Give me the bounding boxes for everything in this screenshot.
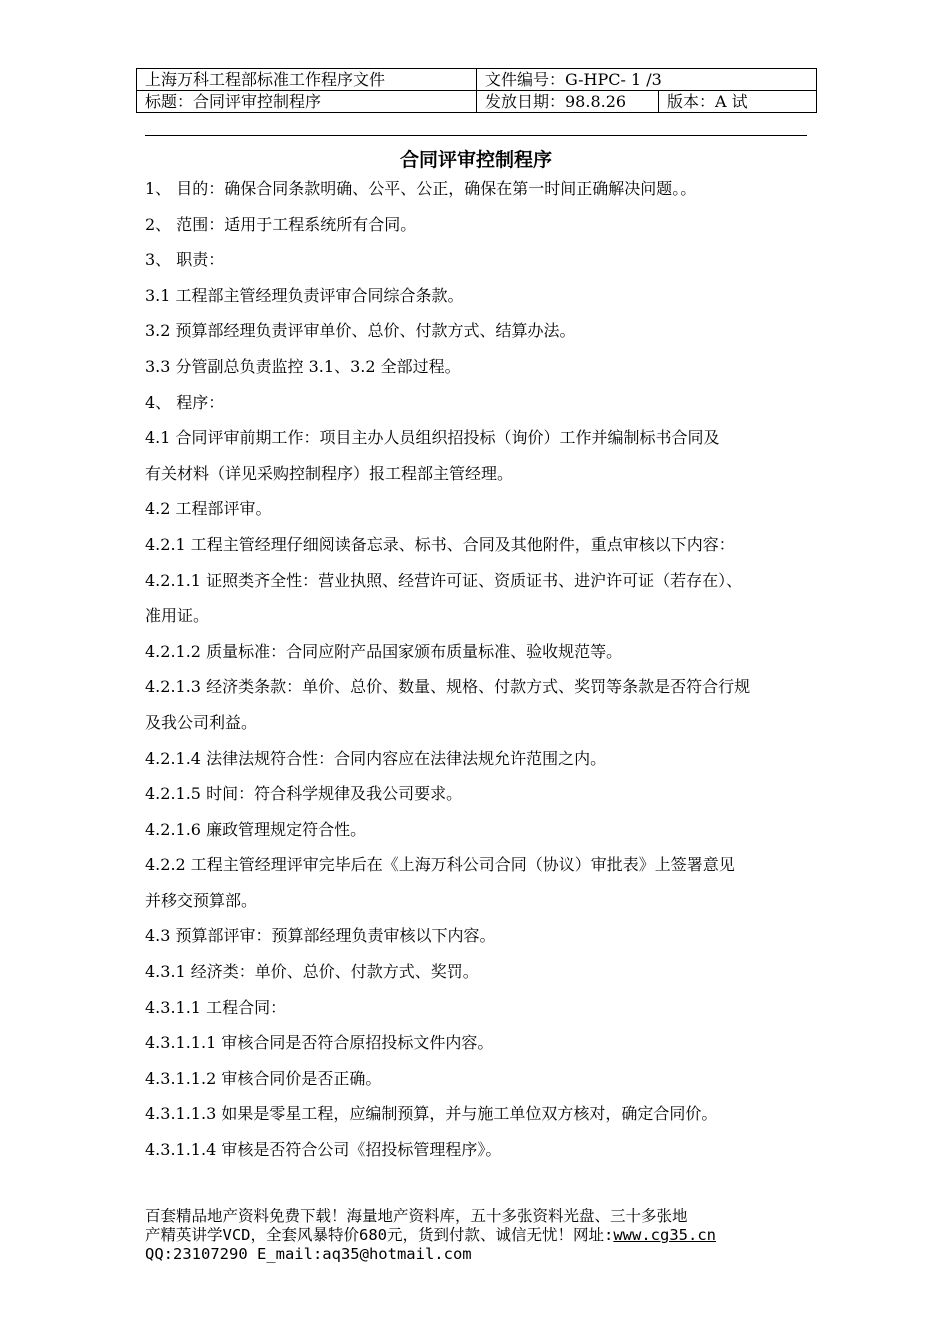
body-line: 4.2.1.6 廉政管理规定符合性。 (145, 819, 367, 839)
body-line: 4.2.1.3 经济类条款：单价、总价、数量、规格、付款方式、奖罚等条款是否符合行规 (145, 677, 751, 697)
body-line: 及我公司利益。 (145, 712, 258, 732)
body-line: 4.2.1.2 质量标准：合同应附产品国家颁布质量标准、验收规范等。 (145, 641, 623, 661)
body-line: 4.2.1.5 时间：符合科学规律及我公司要求。 (145, 784, 463, 804)
header-divider (145, 135, 807, 136)
footer-line-2-text: 产精英讲学VCD，全套风暴特价680元，货到付款、诚信无忧！网址: (145, 1226, 614, 1244)
body-line: 4.1 合同评审前期工作：项目主办人员组织招投标（询价）工作并编制标书合同及 (145, 428, 720, 448)
body-line: 2、 范围：适用于工程系统所有合同。 (145, 214, 417, 234)
body-line: 1、 目的：确保合同条款明确、公平、公正，确保在第一时间正确解决问题。。 (145, 179, 697, 198)
document-title: 合同评审控制程序 (399, 149, 552, 171)
body-line: 4.3 预算部评审：预算部经理负责审核以下内容。 (145, 926, 496, 946)
footer-advert (145, 1207, 810, 1264)
header-row-2 (137, 91, 817, 113)
header-row-1 (137, 69, 817, 91)
body-line: 并移交预算部。 (145, 890, 258, 910)
issue-date: 发放日期：98.8.26 (477, 91, 659, 113)
body-line: 4.3.1.1 工程合同： (145, 997, 287, 1017)
body-line: 4、 程序： (145, 392, 225, 412)
version: 版本：A 试 (659, 91, 817, 113)
body-line: 3.1 工程部主管经理负责评审合同综合条款。 (145, 285, 464, 305)
body-line: 4.2.1 工程主管经理仔细阅读备忘录、标书、合同及其他附件，重点审核以下内容： (145, 534, 735, 554)
body-line: 4.3.1.1.1 审核合同是否符合原招投标文件内容。 (145, 1033, 494, 1053)
body-line: 3.3 分管副总负责监控 3.1、3.2 全部过程。 (145, 356, 461, 376)
footer-contact: QQ:23107290 E_mail:aq35@hotmail.com (145, 1245, 472, 1263)
website-link[interactable]: www.cg35.cn (613, 1226, 716, 1244)
document-body (145, 171, 810, 1168)
body-line: 4.3.1.1.3 如果是零星工程，应编制预算，并与施工单位双方核对，确定合同价。 (145, 1104, 718, 1124)
footer-line-1: 百套精品地产资料免费下载！海量地产资料库，五十多张资料光盘、三十多张地 (145, 1207, 688, 1225)
body-line: 4.2.1.4 法律法规符合性：合同内容应在法律法规允许范围之内。 (145, 748, 607, 768)
doc-number: 文件编号：G-HPC- 1 /3 (477, 69, 817, 91)
body-line: 准用证。 (145, 606, 210, 626)
body-line: 3、 职责： (145, 250, 225, 270)
body-line: 有关材料（详见采购控制程序）报工程部主管经理。 (145, 463, 514, 483)
body-line: 4.2 工程部评审。 (145, 499, 272, 519)
footer-line-2 (145, 1226, 810, 1245)
body-line: 4.2.1.1 证照类齐全性：营业执照、经营许可证、资质证书、进沪许可证（若存在）、 (145, 570, 743, 590)
subject-label: 标题：合同评审控制程序 (137, 91, 477, 113)
company-doc-label: 上海万科工程部标准工作程序文件 (137, 69, 477, 91)
body-line: 4.3.1.1.2 审核合同价是否正确。 (145, 1068, 382, 1088)
body-line: 4.3.1 经济类：单价、总价、付款方式、奖罚。 (145, 962, 479, 982)
body-line: 4.2.2 工程主管经理评审完毕后在《上海万科公司合同（协议）审批表》上签署意见 (145, 855, 735, 875)
body-line: 4.3.1.1.4 审核是否符合公司《招投标管理程序》。 (145, 1140, 502, 1160)
body-line: 3.2 预算部经理负责评审单价、总价、付款方式、结算办法。 (145, 321, 576, 341)
document-header-table (136, 68, 817, 113)
